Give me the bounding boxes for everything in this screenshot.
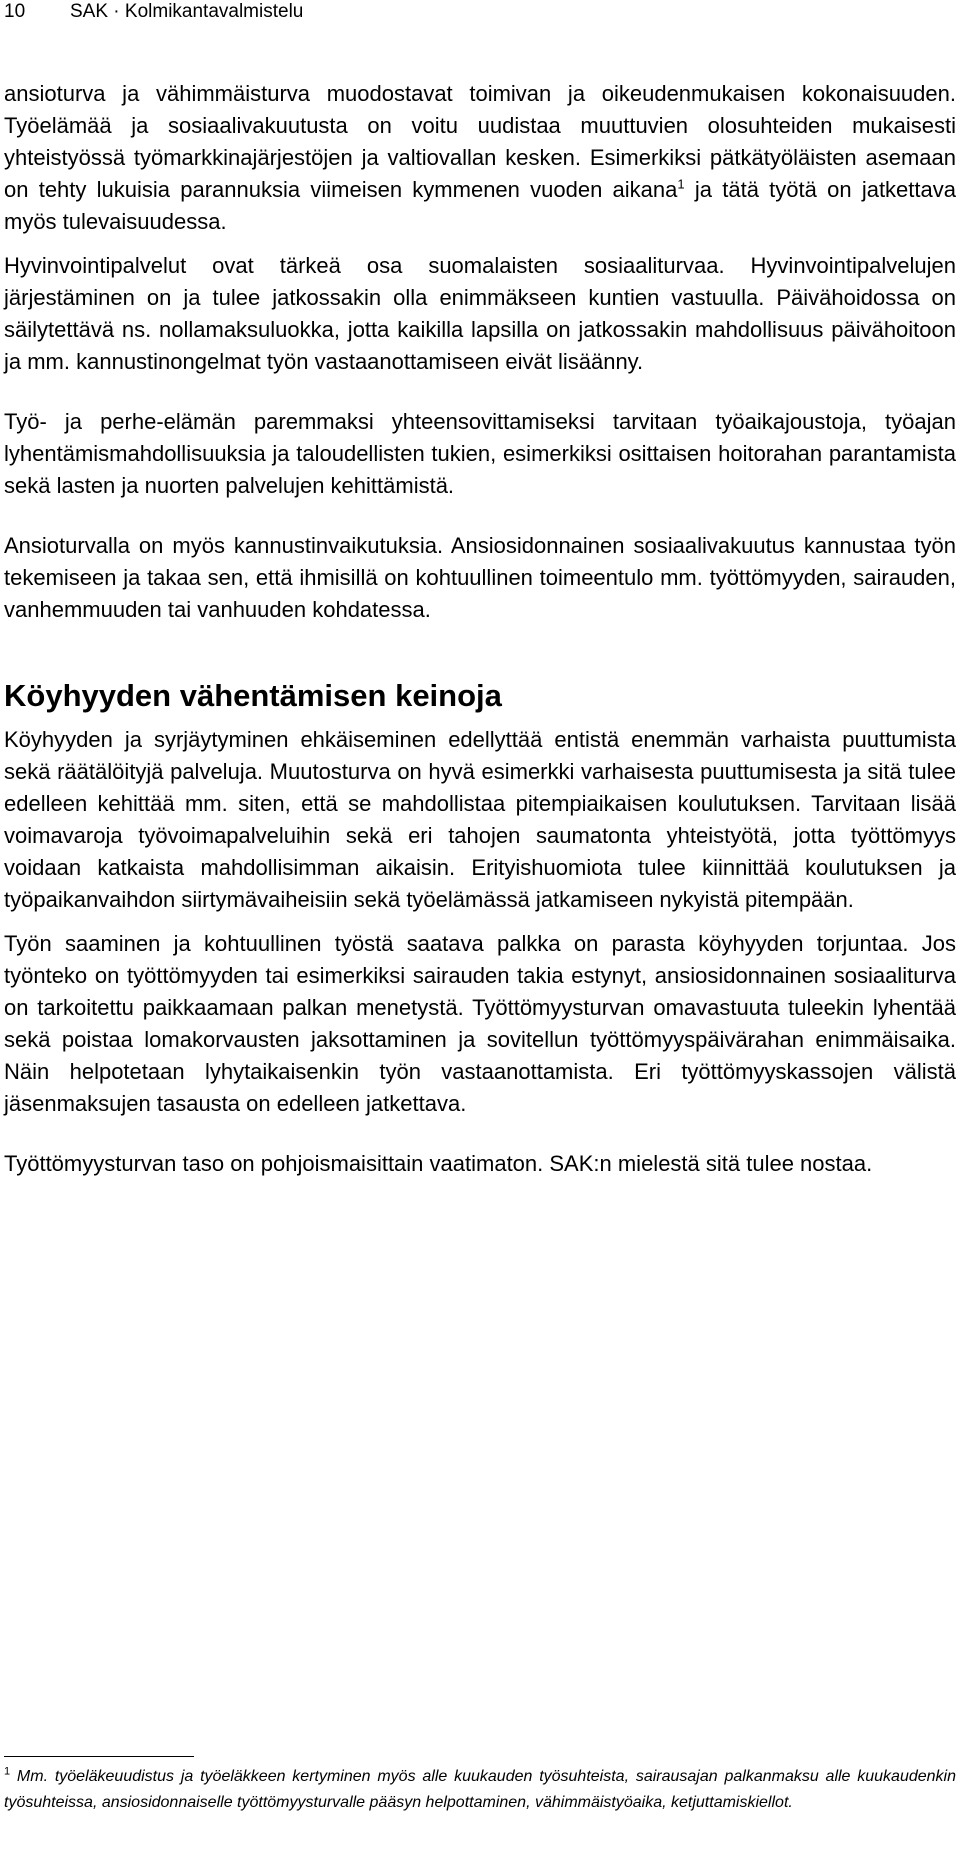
- paragraph-text: ansioturva ja vähimmäisturva muodostavat toimivan ja oikeudenmukaisen kokonaisuuden. Työelämää ja sosiaalivakuutusta on voitu uudistaa muuttuvien olosuhteiden mukaisesti yhteistyössä työmarkkinajärjestöjen ja valtiovallan kesken. Esimerkiksi pätkätyöläisten asemaan on tehty lukuisia parannuksia viimeisen kymmenen vuoden aikana: [4, 81, 956, 202]
- paragraph: Köyhyyden ja syrjäytyminen ehkäiseminen edellyttää entistä enemmän varhaista puuttumista sekä räätälöityjä palveluja. Muutosturva on hyvä esimerkki varhaisesta puuttumisesta ja sitä tulee edelleen kehittää mm. siten, että se mahdollistaa pitempiaikaisen koulutuksen. Tarvitaan lisää voimavaroja työvoimapalveluihin sekä eri tahojen saumatonta yhteistyötä, jotta työttömyys voidaan katkaista mahdollisimman aikaisin. Erityishuomiota tulee kiinnittää koulutuksen ja työpaikanvaihdon siirtymävaiheisiin sekä työelämässä jatkamiseen nykyistä pitempään.: [4, 727, 956, 912]
- running-title: SAK · Kolmikantavalmistelu: [70, 1, 304, 22]
- page-number: 10: [4, 1, 26, 22]
- section-heading: Köyhyyden vähentämisen keinoja: [4, 678, 502, 713]
- footnote: [4, 1764, 956, 1816]
- footnote-reference[interactable]: 1: [677, 176, 685, 192]
- paragraph: Työn saaminen ja kohtuullinen työstä saatava palkka on parasta köyhyyden torjuntaa. Jos työnteko on työttömyyden tai esimerkiksi sairauden takia estynyt, ansiosidonnainen sosiaaliturva on tarkoitettu paikkaamaan palkan menetystä. Työttömyysturvan omavastuuta tuleekin lyhentää sekä poistaa lomakorvausten jaksottaminen ja sovitellun työttömyyspäivärahan enimmäisaika. Näin helpotetaan lyhytaikaisenkin työn vastaanottamista. Eri työttömyyskassojen välistä jäsenmaksujen tasausta on edelleen jatkettava.: [4, 931, 956, 1116]
- footnote-text: Mm. työeläkeuudistus ja työeläkkeen kertyminen myös alle kuukauden työsuhteista, sairausajan palkanmaksu alle kuukaudenkin työsuhteissa, ansiosidonnaiselle työttömyysturvalle pääsyn helpottaminen, vähimmäistyöaika, ketjuttamiskiellot.: [4, 1768, 956, 1811]
- paragraph: [4, 78, 956, 238]
- paragraph: Ansioturvalla on myös kannustinvaikutuksia. Ansiosidonnainen sosiaalivakuutus kannustaa työn tekemiseen ja takaa sen, että ihmisillä on kohtuullinen toimeentulo mm. työttömyyden, sairauden, vanhemmuuden tai vanhuuden kohdatessa.: [4, 533, 956, 622]
- footnote-divider: [4, 1756, 194, 1757]
- main-content: [4, 78, 956, 1180]
- running-header: [4, 0, 303, 26]
- paragraph: Työttömyysturvan taso on pohjoismaisittain vaatimaton. SAK:n mielestä sitä tulee nostaa.: [4, 1151, 873, 1176]
- paragraph: Hyvinvointipalvelut ovat tärkeä osa suomalaisten sosiaaliturvaa. Hyvinvointipalvelujen järjestäminen on ja tulee jatkossakin olla enimmäkseen kuntien vastuulla. Päivähoidossa on säilytettävä ns. nollamaksuluokka, jotta kaikilla lapsilla on jatkossakin mahdollisuus päivähoitoon ja mm. kannustinongelmat työn vastaanottamiseen eivät lisäänny.: [4, 253, 956, 374]
- paragraph: Työ- ja perhe-elämän paremmaksi yhteensovittamiseksi tarvitaan työaikajoustoja, työajan lyhentämismahdollisuuksia ja taloudellisten tukien, esimerkiksi osittaisen hoitorahan parantamista sekä lasten ja nuorten palvelujen kehittämistä.: [4, 409, 956, 498]
- footnote-mark: 1: [4, 1765, 11, 1778]
- paragraph-text: ja tätä työtä on jatkettava myös tulevaisuudessa.: [4, 177, 956, 234]
